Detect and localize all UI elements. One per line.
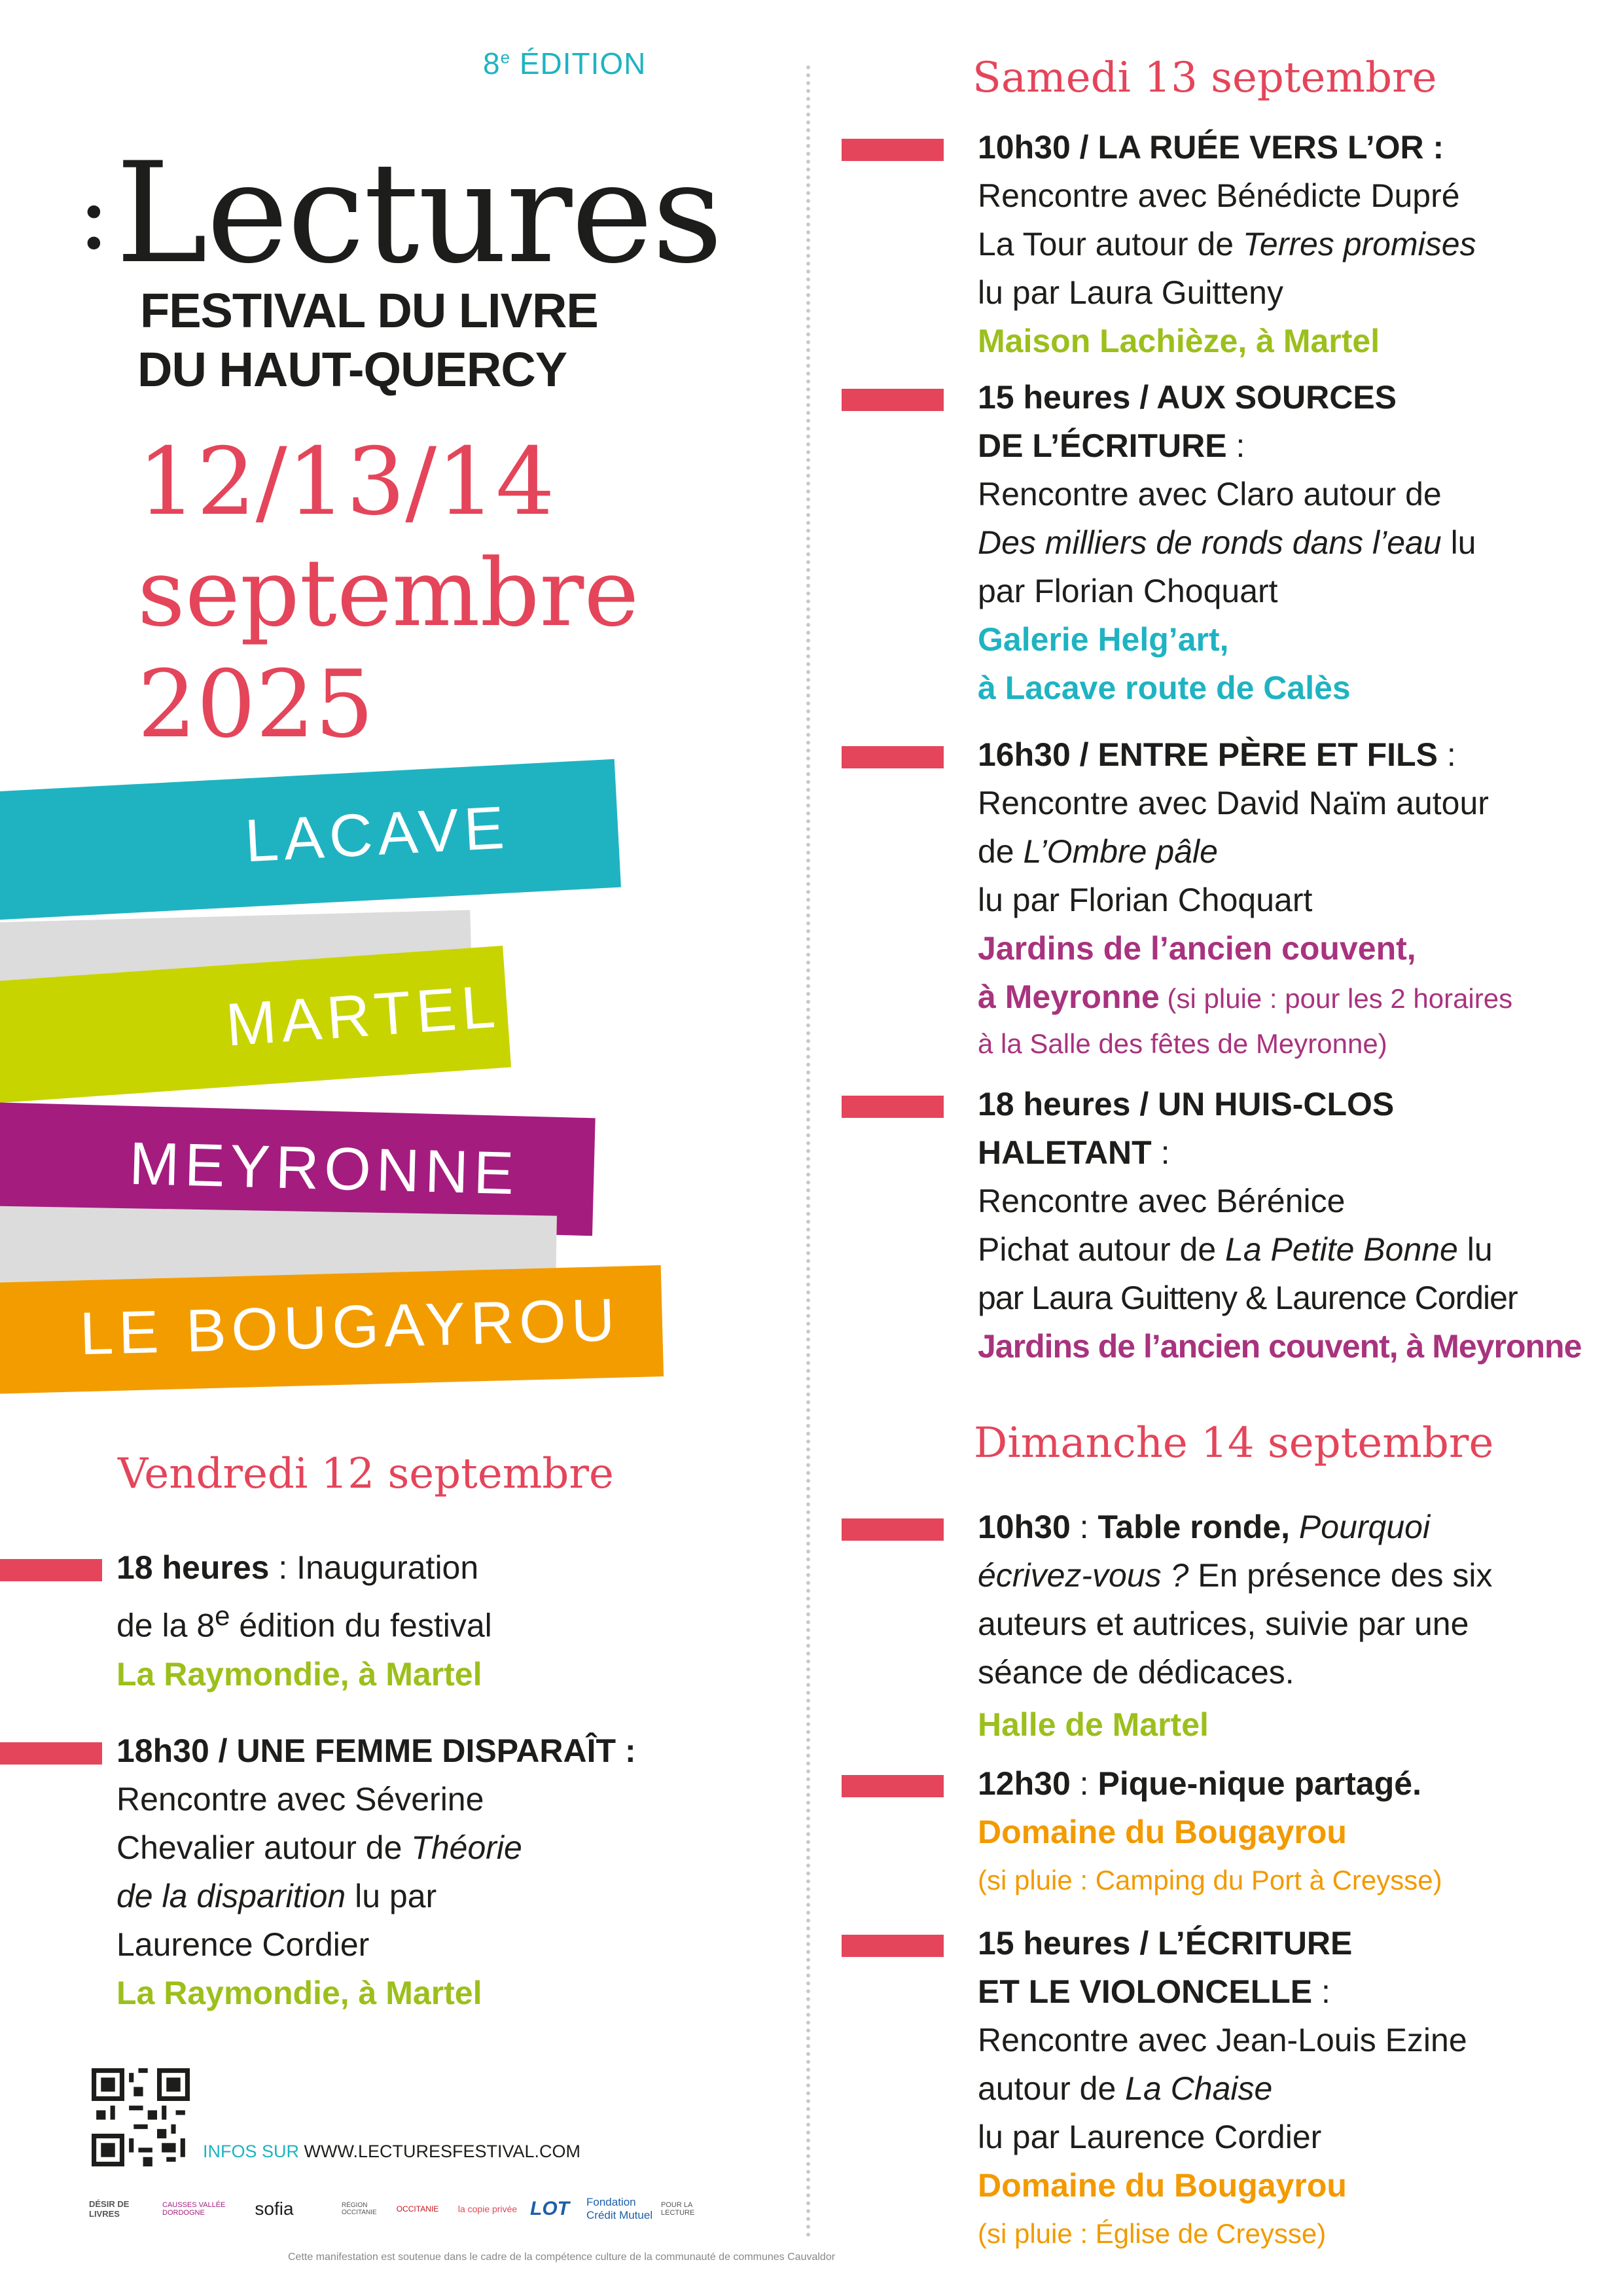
event-samedi-4: 18 heures / UN HUIS-CLOS HALETANT : Rencontre avec Bérénice Pichat autour de La Petite Bonne lu par Laura Guitteny & Laurence Cordier Jardins de l’ancien couvent, à Meyronne [978,1080,1581,1371]
band-lacave [0,759,621,920]
event-samedi-1: 10h30 / LA RUÉE VERS L’OR : Rencontre avec Bénédicte Dupré La Tour autour de Terres promises lu par Laura Guitteny Maison Lachièze, à Martel [978,123,1476,365]
venue: Domaine du Bougayrou [978,2167,1347,2204]
event-marker [0,1742,102,1765]
heading-vendredi: Vendredi 12 septembre [118,1450,614,1498]
edition-label: 8e ÉDITION [483,46,647,81]
event-marker [842,746,944,768]
column-divider [806,65,810,2238]
event-marker [842,139,944,161]
event-marker [842,1518,944,1541]
logo-pour-la-lecture: POUR LA LECTURE [661,2201,695,2217]
logo-desir-de-livres: DÉSIR DE LIVRES [89,2199,130,2219]
event-marker [842,389,944,411]
place-lacave: LACAVE [243,794,511,875]
venue: à Meyronne [978,978,1160,1015]
festival-subtitle-1: FESTIVAL DU LIVRE [140,283,598,338]
event-dimanche-2: 12h30 : Pique-nique partagé. Domaine du Bougayrou (si pluie : Camping du Port à Creysse) [978,1765,1442,1895]
logo-copie-privee: la copie privée [457,2204,518,2214]
event-marker [842,1096,944,1118]
venue: Domaine du Bougayrou [978,1814,1347,1850]
event-marker [0,1559,102,1581]
place-meyronne: MEYRONNE [128,1130,520,1208]
place-le-bougayrou: LE BOUGAYROU [79,1286,621,1368]
place-martel: MARTEL [223,973,503,1059]
qr-code-icon[interactable] [92,2068,190,2166]
venue: Jardins de l’ancien couvent, à Meyronne [978,1328,1582,1365]
event-marker [842,1775,944,1797]
event-dimanche-1: 10h30 : Table ronde, Pourquoi écrivez-vous ? En présence des six auteurs et autrices, suivie par une séance de dédicaces. Halle de Martel [978,1503,1492,1749]
heading-dimanche: Dimanche 14 septembre [974,1419,1494,1467]
festival-subtitle-2: DU HAUT-QUERCY [137,342,567,397]
footnote: Cette manifestation est soutenue dans le cadre de la compétence culture de la communauté de communes Cauvaldor [288,2251,836,2263]
venue: La Raymondie, à Martel [116,1655,482,1693]
venue: Halle de Martel [978,1706,1209,1743]
logo-occitanie: OCCITANIE [396,2204,439,2214]
event-dimanche-3: 15 heures / L’ÉCRITURE ET LE VIOLONCELLE : Rencontre avec Jean-Louis Ezine autour de La Chaise lu par Laurence Cordier Domaine du Bougayrou (si pluie : Église de Creysse) [978,1925,1467,2249]
venue: La Raymondie, à Martel [116,1975,482,2011]
event-samedi-2: 15 heures / AUX SOURCES DE L’ÉCRITURE : Rencontre avec Claro autour de Des milliers de ronds dans l’eau lu par Florian Choquart Galerie Helg’art, à Lacave route de Calès [978,373,1476,712]
event-samedi-3: 16h30 / ENTRE PÈRE ET FILS : Rencontre avec David Naïm autour de L’Ombre pâle lu par Florian Choquart Jardins de l’ancien couvent, à Meyronne (si pluie : pour les 2 horaires à la Salle des fêtes de Meyronne) [978,736,1513,1059]
festival-logo: :Lectures [77,132,722,294]
heading-samedi: Samedi 13 septembre [972,54,1437,102]
event-vendredi-2: 18h30 / UNE FEMME DISPARAÎT : Rencontre avec Séverine Chevalier autour de Théorie de la disparition lu par Laurence Cordier La Raymondie, à Martel [116,1727,636,2017]
venue: Maison Lachièze, à Martel [978,323,1380,359]
venue: Jardins de l’ancien couvent, [978,930,1416,967]
logo-region-occitanie: RÉGION OCCITANIE [342,2202,377,2216]
event-vendredi-1: 18 heures : Inauguration de la 8e édition du festival La Raymondie, à Martel [116,1543,492,1698]
band-le-bougayrou [0,1265,664,1394]
logo-lot: LOT [530,2198,569,2219]
logo-causses-vallee-dordogne: CAUSSES VALLÉE DORDOGNE [162,2201,226,2217]
logo-sofia: sofia [255,2198,294,2219]
venue: à Lacave route de Calès [978,670,1351,706]
venue: Galerie Helg’art, [978,621,1229,658]
event-marker [842,1935,944,1957]
festival-dates: 12/13/14 septembre 2025 [137,428,639,759]
logo-fondation-credit-mutuel: Fondation Crédit Mutuel [586,2196,653,2221]
infos-website[interactable]: INFOS SUR WWW.LECTURESFESTIVAL.COM [203,2142,581,2161]
